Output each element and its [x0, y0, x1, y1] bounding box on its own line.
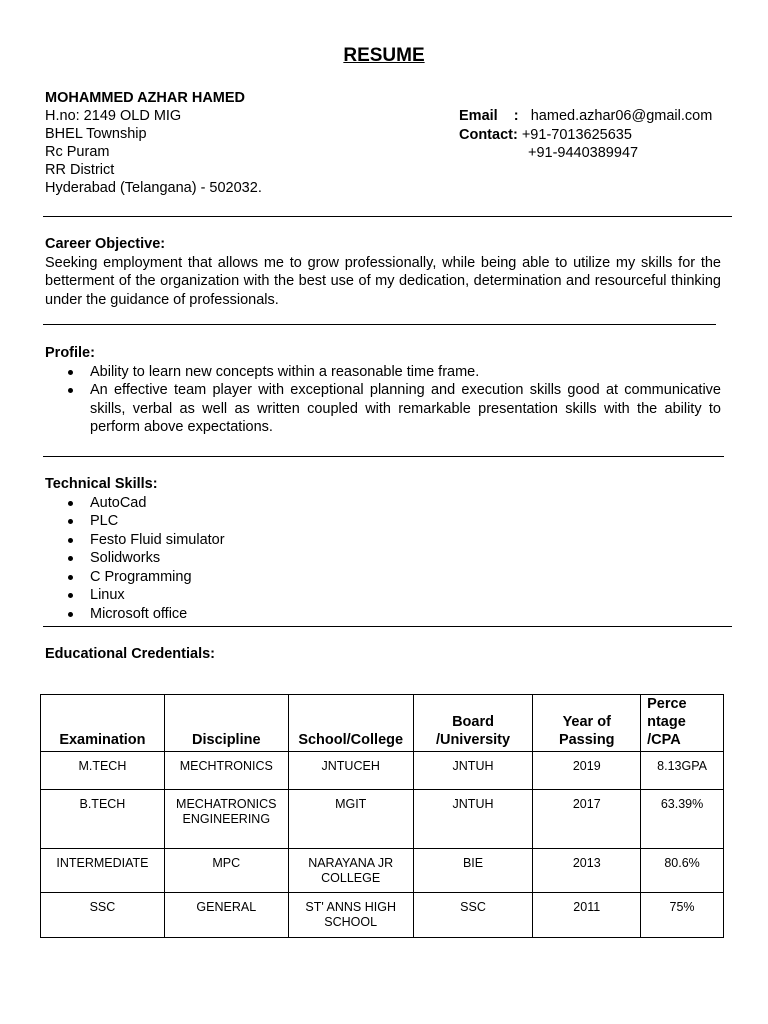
skill-item: Linux — [45, 586, 721, 605]
divider — [43, 626, 732, 627]
table-cell: GENERAL — [164, 893, 288, 938]
skill-item: C Programming — [45, 568, 721, 587]
address-line: H.no: 2149 OLD MIG — [45, 108, 182, 124]
skill-item: AutoCad — [45, 494, 721, 513]
table-cell: 75% — [641, 893, 724, 938]
table-cell: JNTUH — [413, 752, 533, 790]
divider — [43, 456, 724, 457]
contact-block — [459, 107, 712, 163]
phone-number: +91-7013625635 — [521, 126, 632, 143]
table-cell: JNTUH — [413, 790, 533, 849]
table-row — [41, 752, 724, 790]
section-heading: Technical Skills: — [45, 476, 158, 492]
career-objective-text: Seeking employment that allows me to grow professionally, while being able to utilize my skills for the betterment of the organization with the best use of my dedication, determination and resourceful thinking under the guidance of professionals. — [45, 254, 721, 308]
section-heading: Educational Credentials: — [45, 646, 216, 662]
profile-item: An effective team player with exceptional planning and execution skills good at communicative skills, verbal as well as written coupled with remarkable presentation skills with the ability to perform above expectations. — [45, 381, 721, 437]
email-label: Email : — [459, 108, 519, 124]
phone-number: +91-9440389947 — [528, 145, 639, 161]
column-header: Examination — [41, 695, 165, 752]
address-line: BHEL Township — [45, 126, 147, 142]
table-row — [41, 790, 724, 849]
profile-section — [45, 344, 721, 437]
table-cell: 2013 — [533, 849, 641, 893]
table-cell: 63.39% — [641, 790, 724, 849]
table-cell: SSC — [413, 893, 533, 938]
skill-item: Festo Fluid simulator — [45, 531, 721, 550]
table-cell: MECHATRONICS ENGINEERING — [164, 790, 288, 849]
skill-item: Solidworks — [45, 549, 721, 568]
table-header-row — [41, 695, 724, 752]
divider — [43, 324, 716, 325]
column-header: Board /University — [413, 695, 533, 752]
skill-item: PLC — [45, 512, 721, 531]
table-cell: BIE — [413, 849, 533, 893]
education-table — [40, 694, 724, 938]
column-header: Year of Passing — [533, 695, 641, 752]
table-cell: 2011 — [533, 893, 641, 938]
table-cell: MECHTRONICS — [164, 752, 288, 790]
table-cell: NARAYANA JR COLLEGE — [288, 849, 413, 893]
email-address: hamed.azhar06@gmail.com — [530, 108, 713, 124]
table-cell: ST' ANNS HIGH SCHOOL — [288, 893, 413, 938]
address-block — [45, 89, 262, 197]
table-cell: 2019 — [533, 752, 641, 790]
divider — [43, 216, 732, 217]
table-cell: MGIT — [288, 790, 413, 849]
profile-item: Ability to learn new concepts within a reasonable time frame. — [45, 363, 721, 382]
column-header: Perce ntage /CPA — [641, 695, 724, 752]
address-line: RR District — [45, 162, 115, 178]
career-objective-section — [45, 235, 721, 309]
table-cell: MPC — [164, 849, 288, 893]
table-cell: 80.6% — [641, 849, 724, 893]
address-line: Hyderabad (Telangana) - 502032. — [45, 180, 262, 196]
section-heading: Profile: — [45, 345, 95, 361]
table-cell: B.TECH — [41, 790, 165, 849]
table-row — [41, 893, 724, 938]
document-title: RESUME — [343, 45, 425, 66]
contact-label: Contact: — [459, 126, 518, 143]
table-cell: 2017 — [533, 790, 641, 849]
column-header: School/College — [288, 695, 413, 752]
table-cell: INTERMEDIATE — [41, 849, 165, 893]
candidate-name: MOHAMMED AZHAR HAMED — [45, 90, 246, 106]
table-cell: SSC — [41, 893, 165, 938]
skill-item: Microsoft office — [45, 605, 721, 624]
technical-skills-section — [45, 475, 721, 623]
table-cell: M.TECH — [41, 752, 165, 790]
table-row — [41, 849, 724, 893]
table-cell: 8.13GPA — [641, 752, 724, 790]
section-heading: Career Objective: — [45, 236, 166, 252]
column-header: Discipline — [164, 695, 288, 752]
table-cell: JNTUCEH — [288, 752, 413, 790]
address-line: Rc Puram — [45, 144, 110, 160]
